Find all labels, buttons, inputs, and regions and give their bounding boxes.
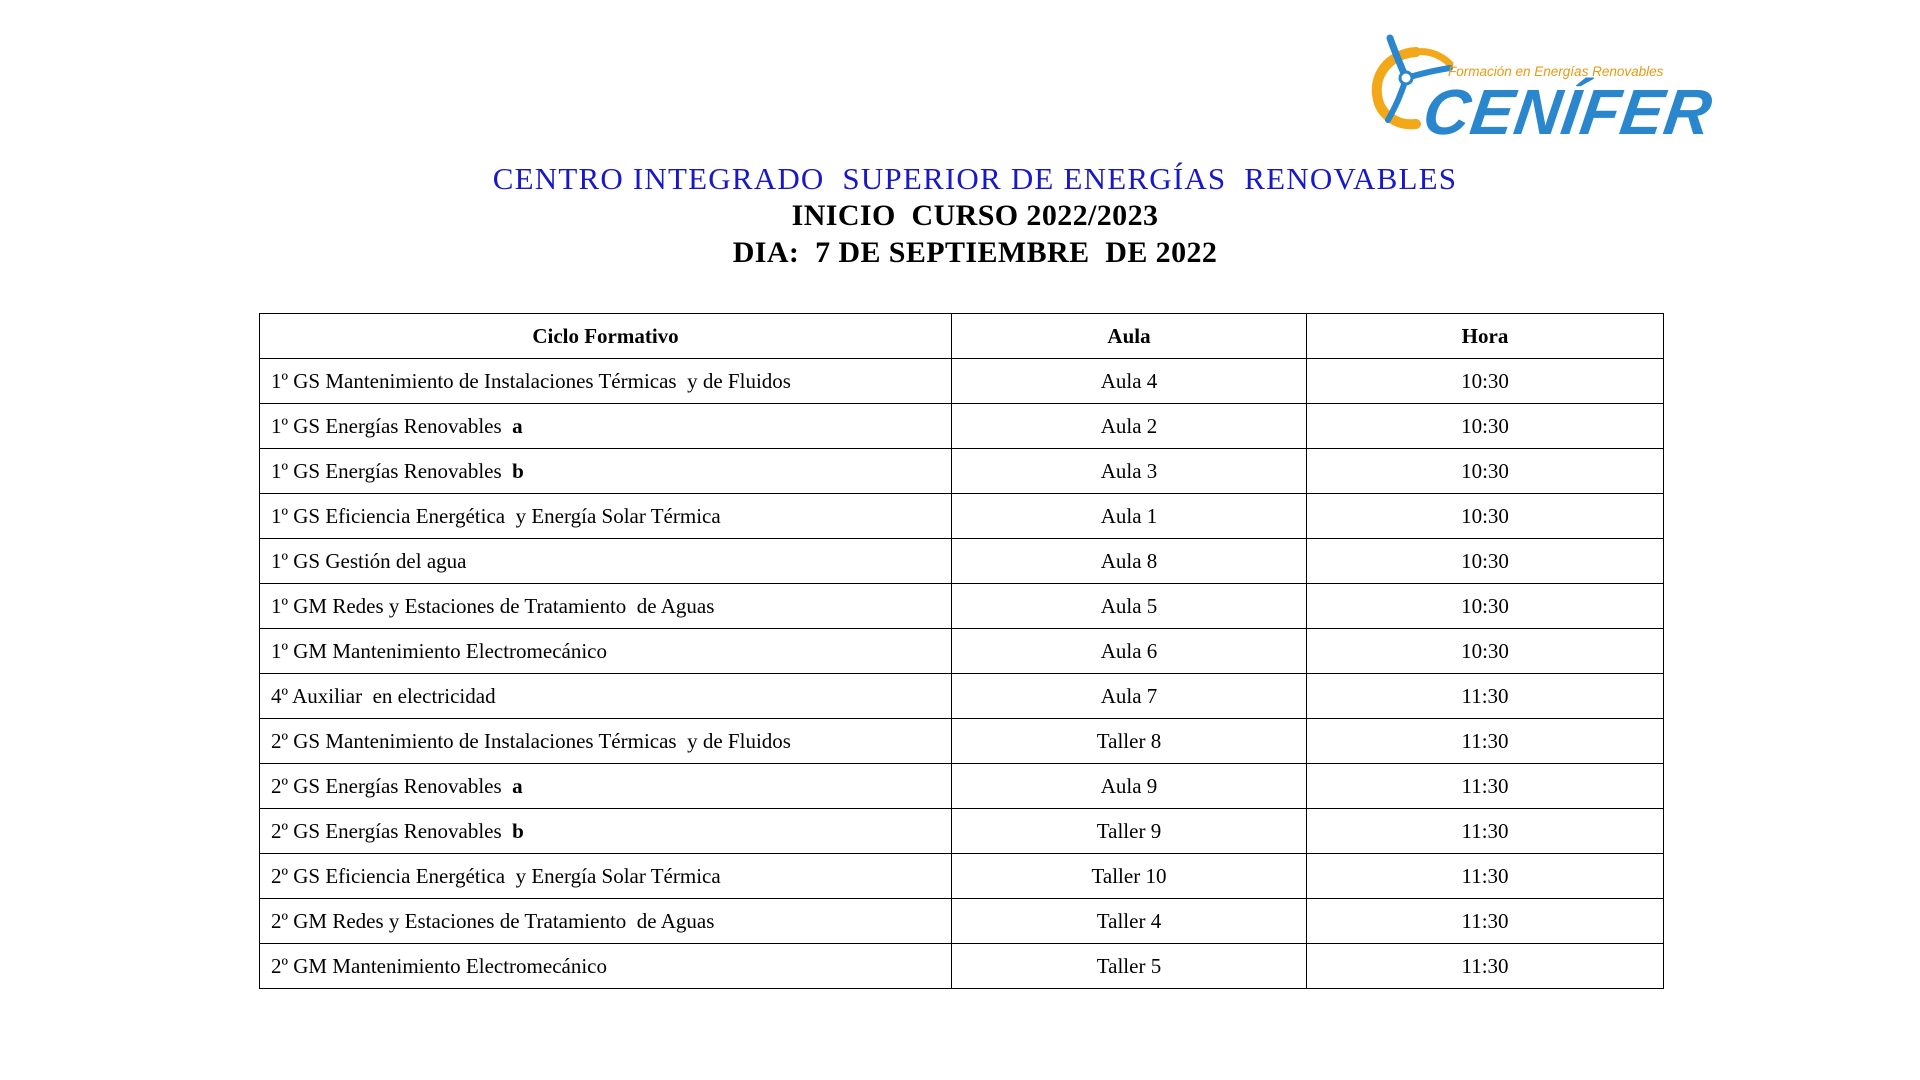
cell-hora: 11:30 [1307, 899, 1664, 944]
cell-aula: Taller 9 [952, 809, 1307, 854]
cell-hora: 10:30 [1307, 494, 1664, 539]
cenifer-logo [1368, 34, 1716, 152]
ciclo-text: 1º GS Gestión del agua [271, 548, 467, 573]
ciclo-text: 2º GM Redes y Estaciones de Tratamiento de Aguas [271, 908, 715, 933]
table-row [260, 404, 1664, 449]
cell-hora: 11:30 [1307, 674, 1664, 719]
column-header-aula: Aula [952, 314, 1307, 359]
cell-ciclo [260, 899, 952, 944]
cell-aula: Aula 5 [952, 584, 1307, 629]
cell-ciclo [260, 494, 952, 539]
table-row [260, 359, 1664, 404]
course-start-title: INICIO CURSO 2022/2023 [791, 199, 1159, 232]
cell-hora: 10:30 [1307, 584, 1664, 629]
cell-hora: 11:30 [1307, 944, 1664, 989]
logo-wordmark: CENÍFER [1418, 76, 1717, 148]
logo-tagline: Formación en Energías Renovables [1448, 64, 1664, 79]
cell-ciclo [260, 539, 952, 584]
cell-ciclo [260, 584, 952, 629]
table-row [260, 674, 1664, 719]
cell-hora: 10:30 [1307, 359, 1664, 404]
ciclo-text: 2º GS Energías Renovables [271, 818, 513, 843]
column-header-ciclo: Ciclo Formativo [260, 314, 952, 359]
ciclo-text: 2º GS Energías Renovables [271, 773, 513, 798]
cell-ciclo [260, 809, 952, 854]
schedule-table [259, 313, 1664, 989]
table-row [260, 809, 1664, 854]
table-row [260, 899, 1664, 944]
ciclo-text: 1º GS Energías Renovables [271, 413, 513, 438]
cell-aula: Aula 6 [952, 629, 1307, 674]
cell-aula: Aula 9 [952, 764, 1307, 809]
cell-aula: Taller 4 [952, 899, 1307, 944]
cell-ciclo [260, 674, 952, 719]
cell-hora: 11:30 [1307, 719, 1664, 764]
cell-ciclo [260, 854, 952, 899]
cell-aula: Aula 4 [952, 359, 1307, 404]
ciclo-variant: a [512, 773, 523, 798]
table-row [260, 629, 1664, 674]
ciclo-text: 1º GM Redes y Estaciones de Tratamiento de Aguas [271, 593, 715, 618]
cell-hora: 11:30 [1307, 854, 1664, 899]
cell-aula: Aula 1 [952, 494, 1307, 539]
ciclo-text: 2º GS Eficiencia Energética y Energía Solar Térmica [271, 863, 721, 888]
cell-hora: 10:30 [1307, 404, 1664, 449]
cell-hora: 11:30 [1307, 809, 1664, 854]
cell-hora: 10:30 [1307, 539, 1664, 584]
cell-ciclo [260, 944, 952, 989]
cell-aula: Taller 10 [952, 854, 1307, 899]
ciclo-text: 1º GS Mantenimiento de Instalaciones Térmicas y de Fluidos [271, 368, 791, 393]
ciclo-text: 4º Auxiliar en electricidad [271, 683, 496, 708]
table-row [260, 944, 1664, 989]
cell-aula: Aula 3 [952, 449, 1307, 494]
cell-aula: Taller 8 [952, 719, 1307, 764]
cell-ciclo [260, 359, 952, 404]
cell-aula: Aula 8 [952, 539, 1307, 584]
column-header-hora: Hora [1307, 314, 1664, 359]
cell-hora: 10:30 [1307, 629, 1664, 674]
table-row [260, 494, 1664, 539]
cell-ciclo [260, 629, 952, 674]
cell-ciclo [260, 404, 952, 449]
ciclo-variant: b [512, 818, 524, 843]
cell-ciclo [260, 764, 952, 809]
cell-ciclo [260, 719, 952, 764]
ciclo-text: 2º GM Mantenimiento Electromecánico [271, 953, 607, 978]
table-row [260, 854, 1664, 899]
cell-ciclo [260, 449, 952, 494]
ciclo-variant: a [512, 413, 523, 438]
table-header-row [260, 314, 1664, 359]
document-heading [0, 160, 1920, 271]
center-title: CENTRO INTEGRADO SUPERIOR DE ENERGÍAS RENOVABLES [492, 161, 1458, 196]
ciclo-text: 1º GM Mantenimiento Electromecánico [271, 638, 607, 663]
start-date-title: DIA: 7 DE SEPTIEMBRE DE 2022 [732, 236, 1218, 269]
table-row [260, 584, 1664, 629]
cell-aula: Aula 2 [952, 404, 1307, 449]
ciclo-variant: b [512, 458, 524, 483]
cell-aula: Taller 5 [952, 944, 1307, 989]
table-row [260, 539, 1664, 584]
table-row [260, 764, 1664, 809]
cell-hora: 10:30 [1307, 449, 1664, 494]
cell-aula: Aula 7 [952, 674, 1307, 719]
ciclo-text: 1º GS Eficiencia Energética y Energía Solar Térmica [271, 503, 721, 528]
ciclo-text: 2º GS Mantenimiento de Instalaciones Térmicas y de Fluidos [271, 728, 791, 753]
table-row [260, 719, 1664, 764]
table-row [260, 449, 1664, 494]
ciclo-text: 1º GS Energías Renovables [271, 458, 513, 483]
cell-hora: 11:30 [1307, 764, 1664, 809]
